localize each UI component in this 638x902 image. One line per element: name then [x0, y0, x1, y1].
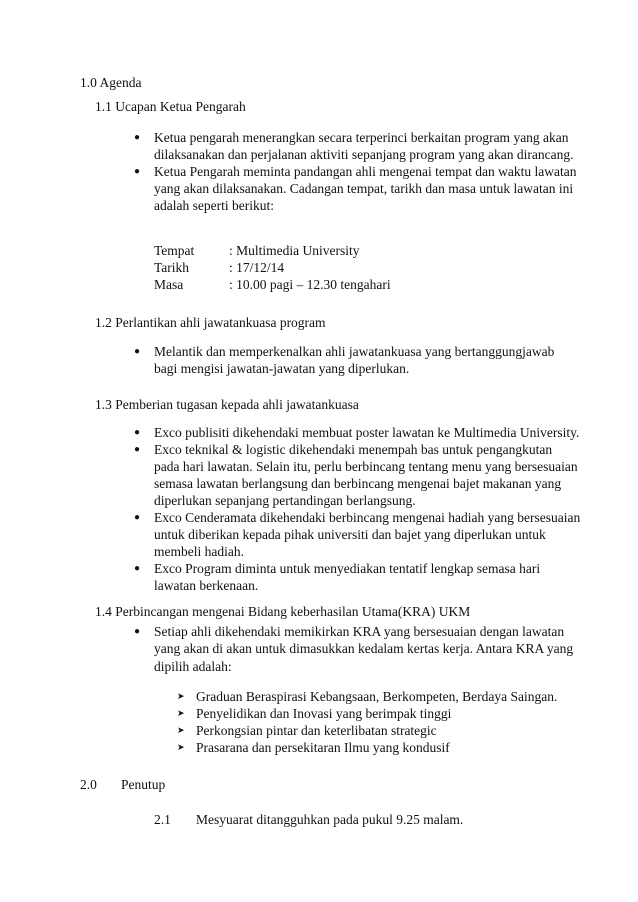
detail-label-tarikh: Tarikh: [154, 260, 190, 275]
kra-text: Graduan Beraspirasi Kebangsaan, Berkompeten, Berdaya Saingan.: [196, 689, 558, 704]
detail-label-masa: Masa: [154, 277, 184, 292]
kra-text: Prasarana dan persekitaran Ilmu yang kondusif: [196, 740, 450, 755]
bullet-line: diperlukan sepanjang pertandingan berlangsung.: [154, 493, 416, 508]
bullet-line: Ketua pengarah menerangkan secara terperinci berkaitan program yang akan: [154, 130, 569, 145]
bullet-line: pada hari lawatan. Selain itu, perlu berbincang tentang menu yang bersesuaian: [154, 459, 578, 474]
bullet-line: Ketua Pengarah meminta pandangan ahli mengenai tempat dan waktu lawatan: [154, 164, 577, 179]
bullet-dot-icon: ●: [134, 444, 141, 455]
bullet-line: adalah seperti berikut:: [154, 198, 274, 213]
detail-value-masa: : 10.00 pagi – 12.30 tengahari: [229, 277, 391, 292]
bullet-line: Melantik dan memperkenalkan ahli jawatankuasa yang bertanggungjawab: [154, 344, 555, 359]
bullet-line: Exco publisiti dikehendaki membuat poster lawatan ke Multimedia University.: [154, 425, 580, 440]
bullet-line: Exco Program diminta untuk menyediakan tentatif lengkap semasa hari: [154, 561, 541, 576]
section-1-4-heading: 1.4 Perbincangan mengenai Bidang keberhasilan Utama(KRA) UKM: [95, 604, 471, 619]
section-1-3-heading: 1.3 Pemberian tugasan kepada ahli jawatankuasa: [95, 397, 359, 412]
arrow-bullet-icon: ➤: [177, 725, 185, 735]
penutup-item-number: 2.1: [154, 812, 171, 827]
bullet-line: untuk diberikan kepada pihak universiti dan bajet yang diperlukan untuk: [154, 527, 546, 542]
bullet-dot-icon: ●: [134, 427, 141, 438]
bullet-line: bagi mengisi jawatan-jawatan yang diperlukan.: [154, 361, 410, 376]
bullet-dot-icon: ●: [134, 512, 141, 523]
kra-text: Penyelidikan dan Inovasi yang berimpak tinggi: [196, 706, 452, 721]
bullet-line: dilaksanakan dan perjalanan aktiviti sepanjang program yang akan dirancang.: [154, 147, 574, 162]
detail-value-tempat: : Multimedia University: [229, 243, 360, 258]
bullet-line: yang akan di akan untuk dimasukkan kedalam kertas kerja. Antara KRA yang: [154, 641, 574, 656]
bullet-line: membeli hadiah.: [154, 544, 244, 559]
bullet-dot-icon: ●: [134, 166, 141, 177]
bullet-line: Setiap ahli dikehendaki memikirkan KRA yang bersesuaian dengan lawatan: [154, 624, 565, 639]
penutup-number: 2.0: [80, 777, 97, 792]
penutup-item-text: Mesyuarat ditangguhkan pada pukul 9.25 malam.: [196, 812, 464, 827]
bullet-line: semasa lawatan berlangsung dan berbincang mengenai bajet makanan yang: [154, 476, 562, 491]
bullet-line: lawatan berkenaan.: [154, 578, 259, 593]
bullet-line: dipilih adalah:: [154, 659, 232, 674]
bullet-line: Exco Cenderamata dikehendaki berbincang mengenai hadiah yang bersesuaian: [154, 510, 581, 525]
bullet-dot-icon: ●: [134, 132, 141, 143]
kra-text: Perkongsian pintar dan keterlibatan strategic: [196, 723, 437, 738]
arrow-bullet-icon: ➤: [177, 708, 185, 718]
detail-value-tarikh: : 17/12/14: [229, 260, 285, 275]
bullet-line: Exco teknikal & logistic dikehendaki menempah bas untuk pengangkutan: [154, 442, 553, 457]
bullet-dot-icon: ●: [134, 346, 141, 357]
agenda-heading: 1.0 Agenda: [80, 75, 142, 90]
bullet-dot-icon: ●: [134, 626, 141, 637]
penutup-heading: Penutup: [121, 777, 166, 792]
bullet-line: yang akan dilaksanakan. Cadangan tempat, tarikh dan masa untuk lawatan ini: [154, 181, 574, 196]
detail-label-tempat: Tempat: [154, 243, 195, 258]
arrow-bullet-icon: ➤: [177, 691, 185, 701]
section-1-2-heading: 1.2 Perlantikan ahli jawatankuasa program: [95, 315, 326, 330]
bullet-dot-icon: ●: [134, 563, 141, 574]
section-1-1-heading: 1.1 Ucapan Ketua Pengarah: [95, 99, 246, 114]
arrow-bullet-icon: ➤: [177, 742, 185, 752]
